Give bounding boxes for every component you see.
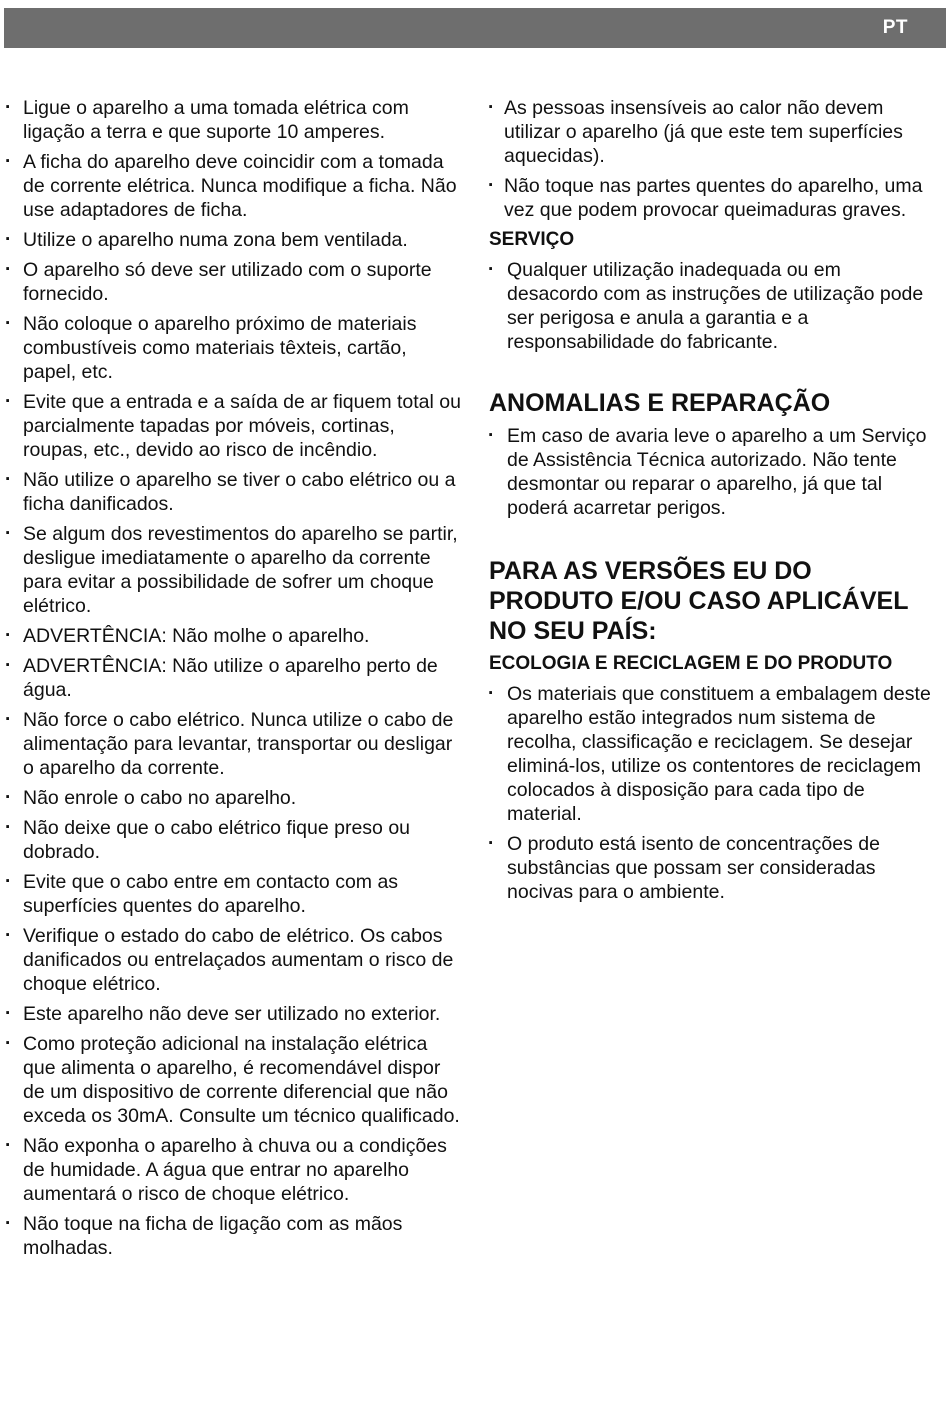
ecology-list <box>487 682 937 904</box>
list-item: · Evite que a entrada e a saída de ar fiquem total ou parcialmente tapadas por móveis, cortinas, roupas, etc., devido ao risco de incêndio. <box>4 390 464 462</box>
eu-versions-heading: PARA AS VERSÕES EU DO PRODUTO E/OU CASO APLICÁVEL NO SEU PAÍS: <box>489 557 909 645</box>
list-item: · Não utilize o aparelho se tiver o cabo elétrico ou a ficha danificados. <box>4 468 464 516</box>
list-item: · Qualquer utilização inadequada ou em desacordo com as instruções de utilização pode ser perigosa e anula a garantia e a responsabilidade do fabricante. <box>487 258 937 354</box>
list-item: · Não enrole o cabo no aparelho. <box>4 786 464 810</box>
safety-list-continued <box>487 96 937 222</box>
list-item: · Se algum dos revestimentos do aparelho se partir, desligue imediatamente o aparelho da corrente para evitar a possibilidade de sofrer um choque elétrico. <box>4 522 464 618</box>
list-item: · Como proteção adicional na instalação elétrica que alimenta o aparelho, é recomendável dispor de um dispositivo de corrente diferencial que não exceda os 30mA. Consulte um técnico qualificado. <box>4 1032 464 1128</box>
anomalies-list <box>487 424 937 520</box>
ecology-heading: ECOLOGIA E RECICLAGEM E DO PRODUTO <box>489 653 893 674</box>
safety-list <box>4 96 464 1260</box>
service-heading: SERVIÇO <box>489 229 575 250</box>
list-item: · Não force o cabo elétrico. Nunca utilize o cabo de alimentação para levantar, transportar ou desligar o aparelho da corrente. <box>4 708 464 780</box>
list-item: · Em caso de avaria leve o aparelho a um Serviço de Assistência Técnica autorizado. Não tente desmontar ou reparar o aparelho, já que tal poderá acarretar perigos. <box>487 424 937 520</box>
list-item: · ADVERTÊNCIA: Não utilize o aparelho perto de água. <box>4 654 464 702</box>
header-bar <box>4 8 946 48</box>
list-item: · A ficha do aparelho deve coincidir com a tomada de corrente elétrica. Nunca modifique a ficha. Não use adaptadores de ficha. <box>4 150 464 222</box>
list-item: · Este aparelho não deve ser utilizado no exterior. <box>4 1002 464 1026</box>
list-item: · Verifique o estado do cabo de elétrico. Os cabos danificados ou entrelaçados aumentam o risco de choque elétrico. <box>4 924 464 996</box>
list-item: · Evite que o cabo entre em contacto com as superfícies quentes do aparelho. <box>4 870 464 918</box>
list-item: · O produto está isento de concentrações de substâncias que possam ser consideradas nocivas para o ambiente. <box>487 832 937 904</box>
right-column <box>487 96 937 910</box>
anomalies-heading: ANOMALIAS E REPARAÇÃO <box>489 389 831 417</box>
list-item: · Ligue o aparelho a uma tomada elétrica com ligação a terra e que suporte 10 amperes. <box>4 96 464 144</box>
list-item: · Não toque na ficha de ligação com as mãos molhadas. <box>4 1212 464 1260</box>
list-item: · Não exponha o aparelho à chuva ou a condições de humidade. A água que entrar no aparelho aumentará o risco de choque elétrico. <box>4 1134 464 1206</box>
list-item: · Não deixe que o cabo elétrico fique preso ou dobrado. <box>4 816 464 864</box>
list-item: · ADVERTÊNCIA: Não molhe o aparelho. <box>4 624 464 648</box>
list-item: · Não toque nas partes quentes do aparelho, uma vez que podem provocar queimaduras graves. <box>487 174 937 222</box>
list-item: · Utilize o aparelho numa zona bem ventilada. <box>4 228 464 252</box>
left-column <box>4 96 464 1266</box>
list-item: · As pessoas insensíveis ao calor não devem utilizar o aparelho (já que este tem superfícies aquecidas). <box>487 96 937 168</box>
list-item: · Não coloque o aparelho próximo de materiais combustíveis como materiais têxteis, cartão, papel, etc. <box>4 312 464 384</box>
list-item: · Os materiais que constituem a embalagem deste aparelho estão integrados num sistema de recolha, classificação e reciclagem. Se desejar eliminá-los, utilize os contentores de reciclagem colocados à disposição para cada tipo de material. <box>487 682 937 826</box>
list-item: · O aparelho só deve ser utilizado com o suporte fornecido. <box>4 258 464 306</box>
service-list <box>487 258 937 354</box>
language-label: PT <box>882 17 908 38</box>
